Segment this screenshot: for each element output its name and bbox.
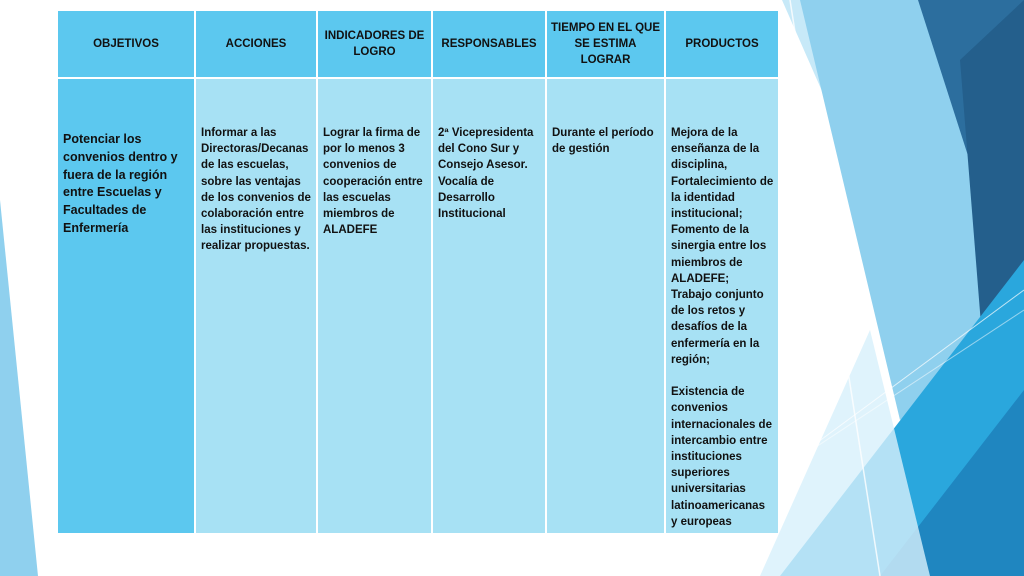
- header-objetivos: OBJETIVOS: [58, 11, 194, 77]
- left-blue-shape: [0, 200, 38, 576]
- cell-productos: Mejora de la enseñanza de la disciplina, Fortalecimiento de la identidad institucional; Fomento de la sinergia entre los miembros de ALADEFE; Trabajo conjunto de los retos y desafíos de la enfermería en la región; Existencia de convenios internacionales de intercambio entre instituciones superiores universitarias latinoamericanas y europeas: [666, 79, 778, 533]
- planning-table: [56, 9, 780, 535]
- cell-tiempo: Durante el período de gestión: [547, 79, 664, 533]
- cell-acciones: Informar a las Directoras/Decanas de las escuelas, sobre las ventajas de los convenios de colaboración entre las instituciones y realizar propuestas.: [196, 79, 316, 533]
- header-productos: PRODUCTOS: [666, 11, 778, 77]
- header-indicadores: INDICADORES DE LOGRO: [318, 11, 431, 77]
- table-row: [58, 79, 778, 533]
- cell-responsables: 2ª Vicepresidenta del Cono Sur y Consejo Asesor. Vocalía de Desarrollo Institucional: [433, 79, 545, 533]
- cell-indicadores: Lograr la firma de por lo menos 3 convenios de cooperación entre las escuelas miembros de ALADEFE: [318, 79, 431, 533]
- cell-objetivo: Potenciar los convenios dentro y fuera de la región entre Escuelas y Facultades de Enfermería: [58, 79, 194, 533]
- header-tiempo: TIEMPO EN EL QUE SE ESTIMA LOGRAR: [547, 11, 664, 77]
- header-acciones: ACCIONES: [196, 11, 316, 77]
- header-responsables: RESPONSABLES: [433, 11, 545, 77]
- table-header-row: [58, 11, 778, 77]
